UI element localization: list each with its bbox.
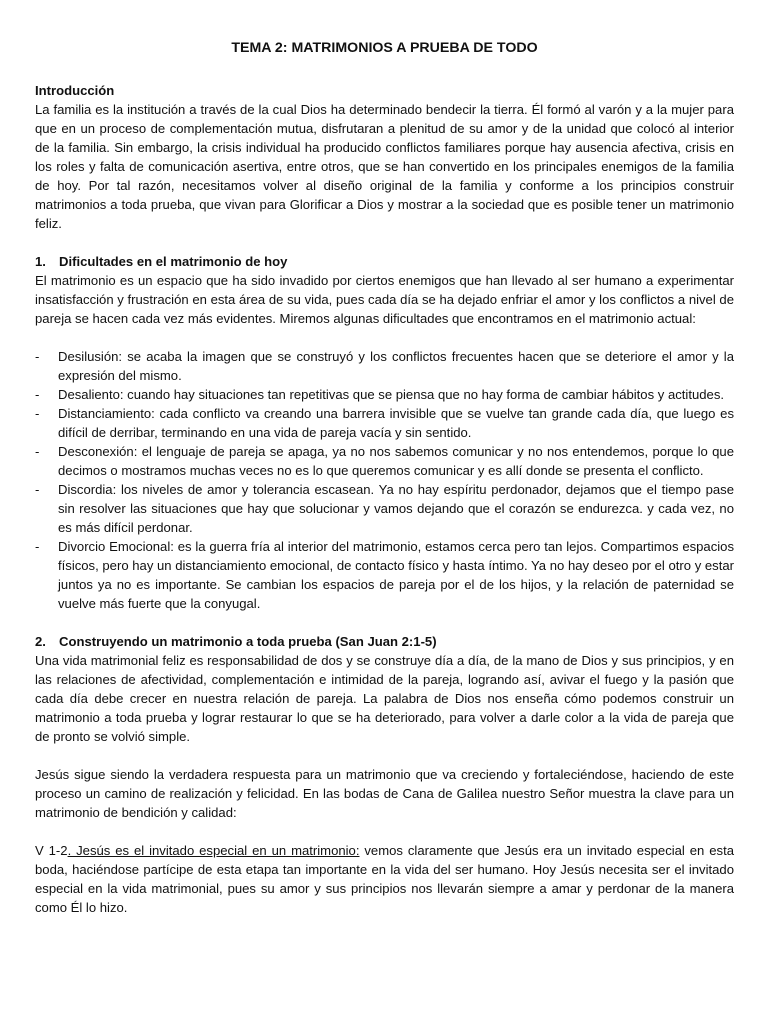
dash-bullet: - xyxy=(35,539,40,554)
spacer xyxy=(35,613,734,632)
list-item-text: Desaliento: cuando hay situaciones tan repetitivas que se piensa que no hay forma de cambiar hábitos y actitudes. xyxy=(58,387,725,402)
dash-bullet: - xyxy=(35,444,40,459)
list-item-text: Desconexión: el lenguaje de pareja se apaga, ya no nos sabemos comunicar y no nos entendemos, porque lo que decimos o mostramos muchas veces no es lo que queremos comunicar y es allí donde se presenta el conflicto. xyxy=(58,444,734,478)
list-item-text: Distanciamiento: cada conflicto va creando una barrera invisible que se vuelve tan grande cada día, que luego es difícil de derribar, terminando en una vida de pareja vacía y sin sentido. xyxy=(58,406,734,440)
dash-bullet: - xyxy=(35,482,40,497)
verse-paragraph xyxy=(35,841,734,917)
list-item-text: Desilusión: se acaba la imagen que se construyó y los conflictos frecuentes hacen que se deteriore el amor y la expresión del mismo. xyxy=(58,349,734,383)
list-item xyxy=(35,480,734,537)
intro-heading: Introducción xyxy=(35,83,115,98)
section1-paragraph: El matrimonio es un espacio que ha sido invadido por ciertos enemigos que han llevado al ser humano a experimentar insatisfacción y frustración en esta área de su vida, pues cada día se ha dejado enfriar el amor y los conflictos a nivel de pareja se hacen cada vez más evidentes. Miremos algunas dificultades que encontramos en el matrimonio actual: xyxy=(35,273,734,326)
list-item xyxy=(35,537,734,613)
section2-heading xyxy=(35,632,734,651)
verse-title: . Jesús es el invitado especial en un matrimonio: xyxy=(67,843,360,858)
dash-bullet: - xyxy=(35,349,40,364)
page-title: TEMA 2: MATRIMONIOS A PRUEBA DE TODO xyxy=(231,40,538,56)
section2-paragraph-2: Jesús sigue siendo la verdadera respuesta para un matrimonio que va creciendo y fortaleciéndose, haciendo de este proceso un camino de realización y felicidad. En las bodas de Cana de Galilea nuestro Señor muestra la clave para un matrimonio de bendición y calidad: xyxy=(35,767,734,820)
spacer xyxy=(35,328,734,347)
list-item-text: Discordia: los niveles de amor y tolerancia escasean. Ya no hay espíritu perdonador, dejamos que el tiempo pase sin resolver las situaciones que hay que solucionar y vamos dejando que el corazón se endurezca. y cada vez, no es más difícil perdonar. xyxy=(58,482,734,535)
section1-title: Dificultades en el matrimonio de hoy xyxy=(59,254,288,269)
list-item xyxy=(35,442,734,480)
dash-bullet: - xyxy=(35,406,40,421)
list-item xyxy=(35,404,734,442)
section1-heading xyxy=(35,252,734,271)
verse-text: vemos claramente que Jesús era un invitado especial en esta boda, haciéndose partícipe de esta etapa tan importante en la vida del ser humano. Hoy Jesús necesita ser el invitado especial en la vida matrimonial, pues su amor y sus principios nos llevarán siempre a amar y perdonar de la manera como Él lo hizo. xyxy=(35,843,734,915)
intro-paragraph: La familia es la institución a través de la cual Dios ha determinado bendecir la tierra. Él formó al varón y a la mujer para que en un proceso de complementación mutua, disfrutaran a plenitud de su amor y de la unidad que colocó al interior de la familia. Sin embargo, la crisis individual ha producido conflictos familiares porque hay ausencia afectiva, crisis en los roles y falta de comunicación asertiva, entre otros, que se han convertido en los principales enemigos de la familia de hoy. Por tal razón, necesitamos volver al diseño original de la familia y conforme a los principios construir matrimonios a toda prueba, que vivan para Glorificar a Dios y mostrar a la sociedad que es posible tener un matrimonio feliz. xyxy=(35,102,734,231)
list-item xyxy=(35,385,734,404)
section2-title: Construyendo un matrimonio a toda prueba (San Juan 2:1-5) xyxy=(59,634,437,649)
section2-paragraph-1: Una vida matrimonial feliz es responsabilidad de dos y se construye día a día, de la mano de Dios y sus principios, y en las relaciones de afectividad, complementación e intimidad de la pareja, logrando así, avivar el fuego y la pasión que cada día debe crecer en nuestra relación de pareja. La palabra de Dios nos enseña cómo podemos construir un matrimonio a toda prueba y lograr restaurar lo que se ha deteriorado, para volver a darle color a la vida de pareja que de pronto se volvió simple. xyxy=(35,653,734,744)
section2-number: 2. xyxy=(35,634,46,649)
list-item xyxy=(35,347,734,385)
spacer xyxy=(35,746,734,765)
dash-bullet: - xyxy=(35,387,40,402)
verse-reference: V 1-2 xyxy=(35,843,68,858)
spacer xyxy=(35,233,734,252)
difficulties-list xyxy=(35,347,734,613)
list-item-text: Divorcio Emocional: es la guerra fría al interior del matrimonio, estamos cerca pero tan lejos. Compartimos espacios físicos, pero hay un distanciamiento emocional, de contacto físico y hasta íntimo. Ya no hay deseo por el otro y estar juntos ya no es importante. Se cambian los espacios de pareja por el de los hijos, y la relación de paternidad se vuelve más fuerte que la conyugal. xyxy=(58,539,734,611)
spacer xyxy=(35,822,734,841)
section1-number: 1. xyxy=(35,254,46,269)
